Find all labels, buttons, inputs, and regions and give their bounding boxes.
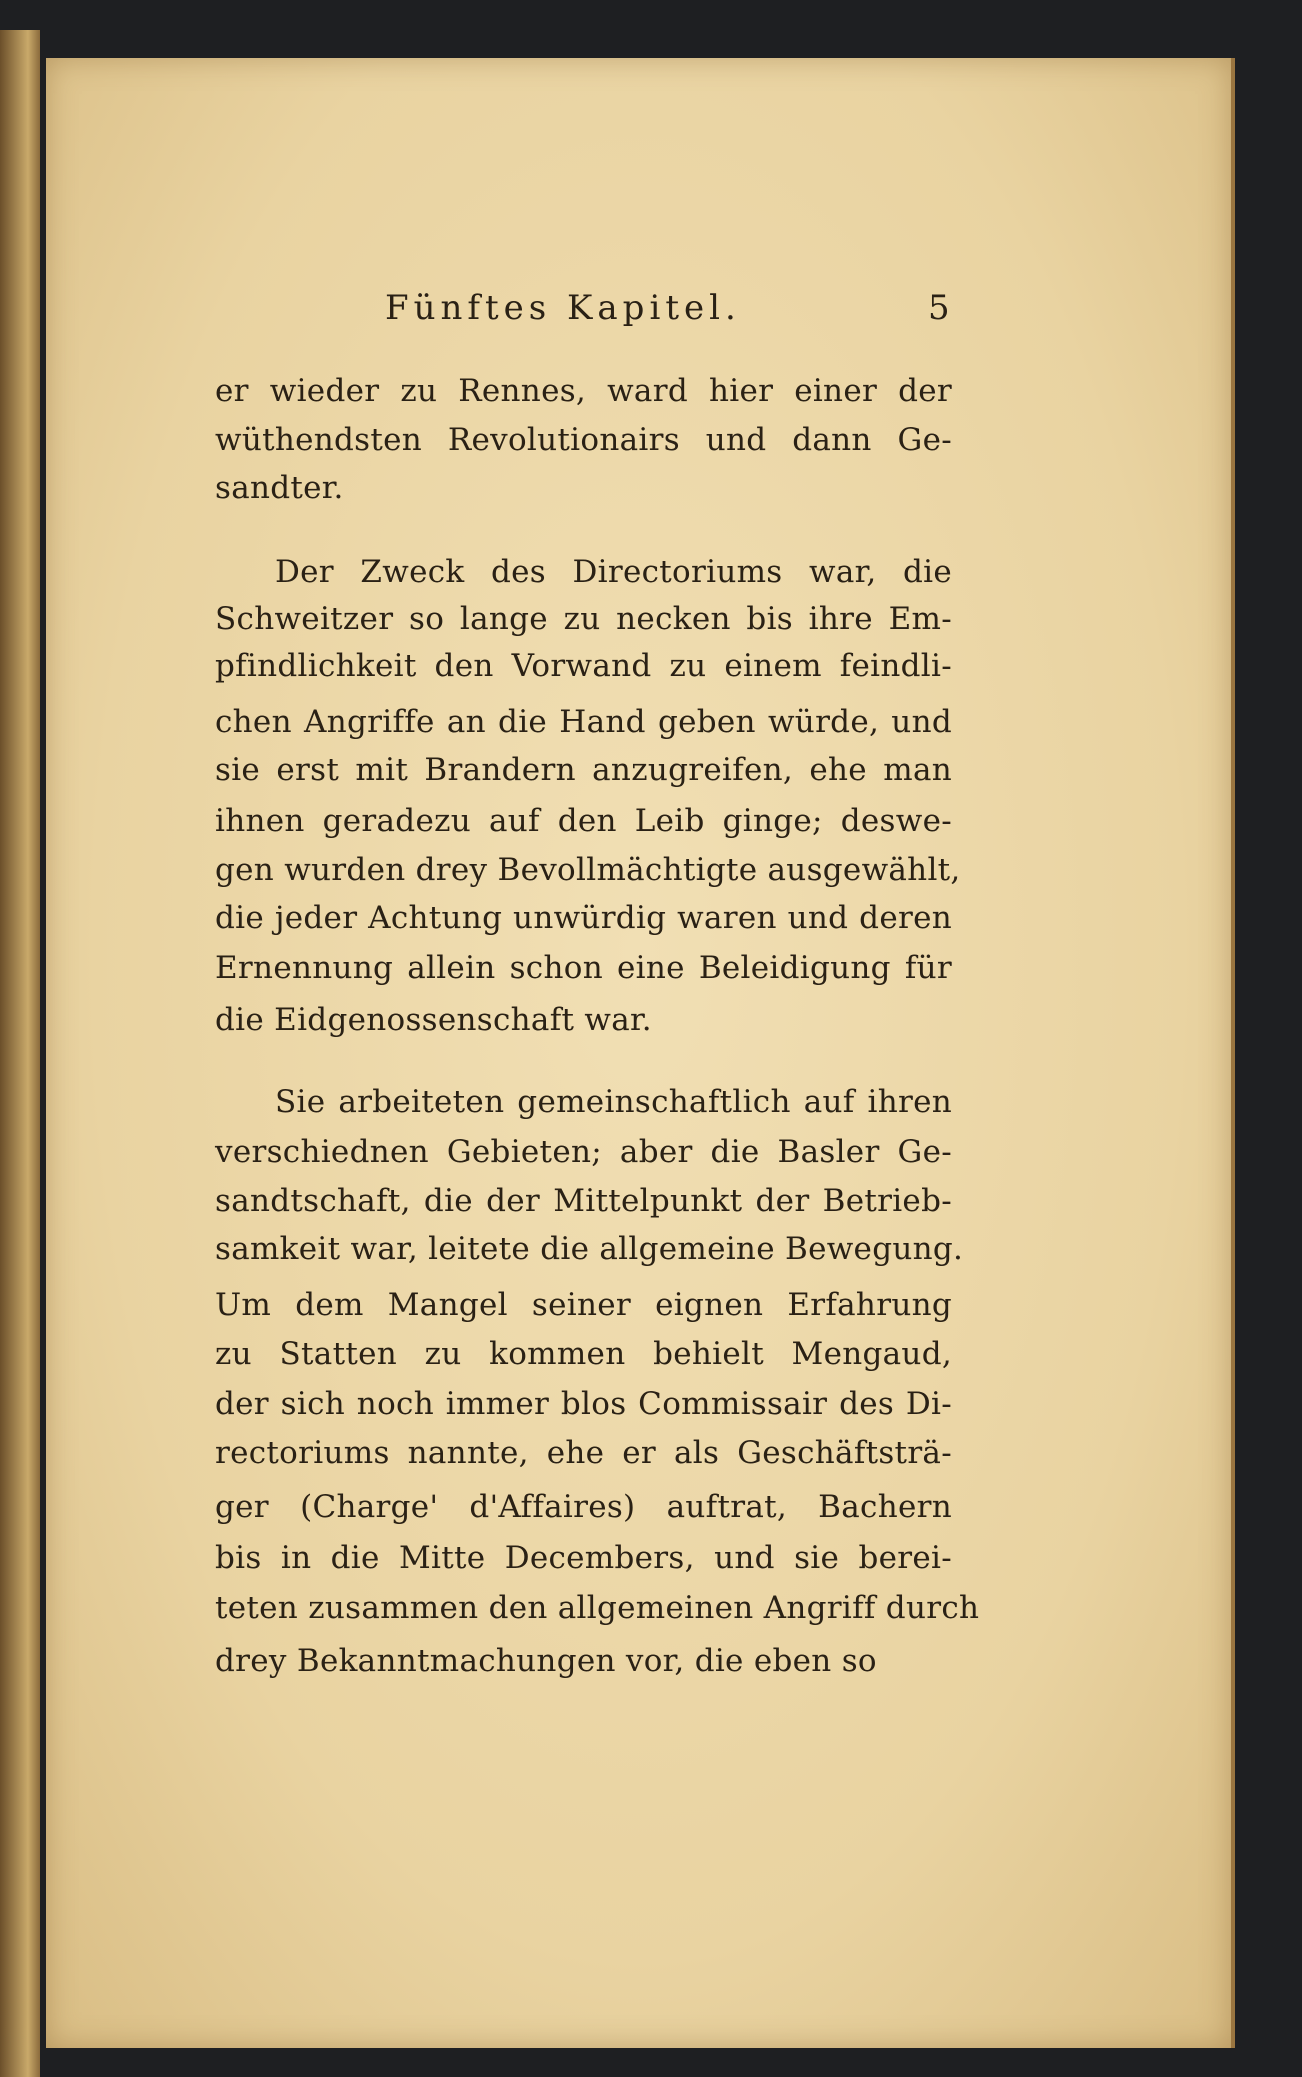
text-line: samkeit war, leitete die allgemeine Bewegung. — [215, 1231, 964, 1267]
text-line: wüthendsten Revolutionairs und dann Ge- — [215, 422, 952, 458]
text-line: pfindlichkeit den Vorwand zu einem feindli- — [215, 648, 952, 684]
text-line: Ernennung allein schon eine Beleidigung für — [215, 950, 952, 986]
text-line: der sich noch immer blos Commissair des Di- — [215, 1386, 952, 1422]
text-line: verschiednen Gebieten; aber die Basler Ge- — [215, 1134, 952, 1170]
chapter-heading: Fünftes Kapitel. — [385, 288, 741, 328]
text-line: zu Statten zu kommen behielt Mengaud, — [215, 1336, 952, 1372]
text-line: sandter. — [215, 470, 344, 506]
book-page — [46, 58, 1235, 2048]
text-line: teten zusammen den allgemeinen Angriff durch — [215, 1590, 980, 1626]
text-line: sie erst mit Brandern anzugreifen, ehe man — [215, 752, 952, 788]
text-line: bis in die Mitte Decembers, und sie berei- — [215, 1540, 952, 1576]
text-line: chen Angriffe an die Hand geben würde, und — [215, 704, 952, 740]
text-line: sandtschaft, die der Mittelpunkt der Betrieb- — [215, 1183, 952, 1219]
text-line: Schweitzer so lange zu necken bis ihre Em- — [215, 601, 952, 637]
text-line: er wieder zu Rennes, ward hier einer der — [215, 373, 952, 409]
text-line: gen wurden drey Bevollmächtigte ausgewählt, — [215, 852, 961, 888]
previous-page-edge — [0, 30, 40, 2077]
text-line: drey Bekanntmachungen vor, die eben so — [215, 1643, 877, 1679]
text-line: Der Zweck des Directoriums war, die — [275, 554, 952, 590]
text-line: ihnen geradezu auf den Leib ginge; deswe- — [215, 803, 952, 839]
text-line: die Eidgenossenschaft war. — [215, 1002, 652, 1038]
text-line: ger (Charge' d'Affaires) auftrat, Bachern — [215, 1489, 952, 1525]
text-line: Sie arbeiteten gemeinschaftlich auf ihren — [275, 1084, 952, 1120]
text-line: die jeder Achtung unwürdig waren und deren — [215, 900, 952, 936]
page-number: 5 — [928, 288, 950, 328]
text-line: Um dem Mangel seiner eignen Erfahrung — [215, 1287, 952, 1323]
text-line: rectoriums nannte, ehe er als Geschäftsträ- — [215, 1435, 952, 1471]
